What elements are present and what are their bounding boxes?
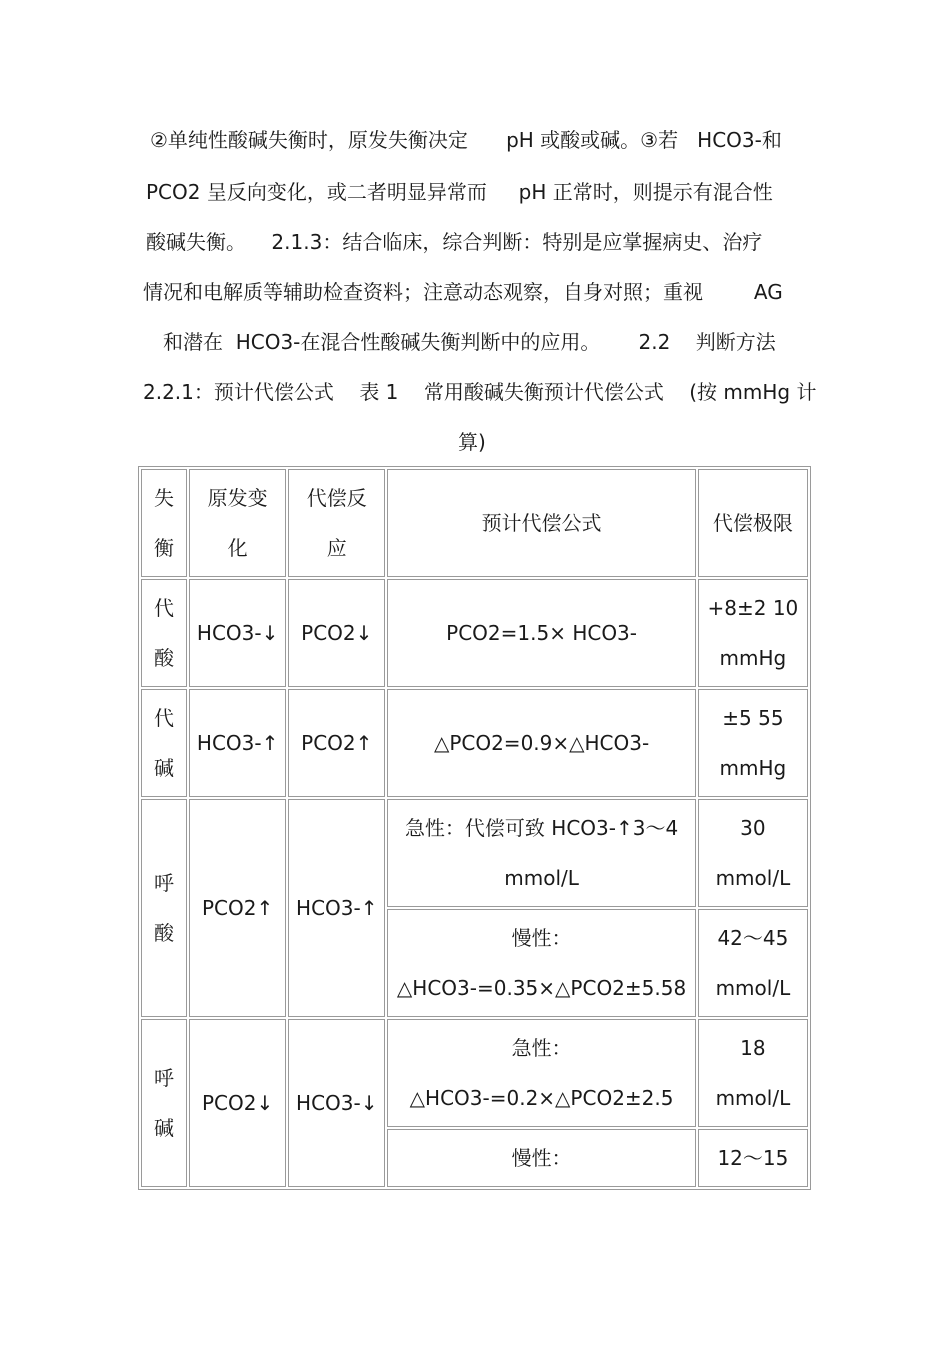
table-cell: PCO2↓: [288, 579, 385, 687]
cell-text: 代偿极限: [712, 511, 793, 535]
text-line: 和潜在 HCO3-在混合性酸碱失衡判断中的应用。 2.2 判断方法: [163, 330, 776, 354]
cell-text: 预计代偿公式: [481, 511, 602, 535]
table-cell: HCO3-↑: [189, 689, 286, 797]
cell-text: mmol/L: [504, 866, 579, 890]
table-cell: [387, 1129, 695, 1187]
cell-text: 42～45: [717, 926, 789, 950]
table-cell: PCO2↓: [189, 1019, 286, 1187]
table-cell: [387, 909, 695, 1017]
cell-text: 呼: [154, 1066, 175, 1090]
table-row: [141, 689, 808, 797]
cell-text: 代: [154, 596, 175, 620]
text-line: 情况和电解质等辅助检查资料；注意动态观察，自身对照；重视 AG: [143, 280, 783, 304]
table-cell: △PCO2=0.9×△HCO3-: [387, 689, 695, 797]
cell-text: 30: [740, 816, 766, 840]
text-line: 酸碱失衡。 2.1.3：结合临床，综合判断：特别是应掌握病史、治疗: [146, 230, 763, 254]
cell-text: 代: [154, 706, 175, 730]
header-cell: [141, 469, 187, 577]
text-line: PCO2 呈反向变化，或二者明显异常而 pH 正常时，则提示有混合性: [146, 180, 773, 204]
compensation-formula-table: [138, 466, 811, 1190]
cell-text: 失: [154, 486, 175, 510]
text-line: ②单纯性酸碱失衡时，原发失衡决定 pH 或酸或碱。③若 HCO3-和: [150, 128, 782, 152]
cell-text: 碱: [154, 1116, 175, 1140]
cell-text: mmHg: [719, 756, 787, 780]
cell-text: mmHg: [719, 646, 787, 670]
table-cell: [698, 1019, 808, 1127]
table-cell: [387, 1019, 695, 1127]
table-cell: [698, 799, 808, 907]
header-cell: [288, 469, 385, 577]
cell-text: 呼: [154, 871, 175, 895]
header-cell: [698, 469, 808, 577]
text-line: 算): [458, 430, 486, 454]
text-line: 2.2.1：预计代偿公式 表 1 常用酸碱失衡预计代偿公式 (按 mmHg 计: [143, 380, 817, 404]
cell-text: 急性：: [511, 1036, 572, 1060]
cell-text: 应: [326, 536, 347, 560]
cell-text: +8±2 10: [707, 596, 799, 620]
cell-text: mmol/L: [715, 976, 791, 1000]
cell-text: 慢性：: [511, 1146, 572, 1170]
table-cell: [141, 1019, 187, 1187]
table-cell: PCO2=1.5× HCO3-: [387, 579, 695, 687]
table-cell: [387, 799, 695, 907]
table-cell: [698, 579, 808, 687]
table-row: [141, 799, 808, 907]
table-row: [141, 1019, 808, 1127]
header-cell: [387, 469, 695, 577]
table-header-row: [141, 469, 808, 577]
table-row: [141, 579, 808, 687]
table-cell: [141, 799, 187, 1017]
table-cell: [141, 579, 187, 687]
cell-text: 原发变: [207, 486, 268, 510]
cell-text: 酸: [154, 646, 175, 670]
cell-text: mmol/L: [715, 866, 791, 890]
cell-text: 慢性：: [511, 926, 572, 950]
table-cell: [698, 909, 808, 1017]
table-cell: PCO2↑: [189, 799, 286, 1017]
table-cell: [698, 1129, 808, 1187]
cell-text: 代偿反: [306, 486, 367, 510]
table-cell: PCO2↑: [288, 689, 385, 797]
table-cell: HCO3-↓: [288, 1019, 385, 1187]
cell-text: 12～15: [717, 1146, 789, 1170]
cell-text: ±5 55: [722, 706, 784, 730]
cell-text: 急性：代偿可致 HCO3-↑3～4: [404, 816, 679, 840]
cell-text: 酸: [154, 921, 175, 945]
cell-text: 衡: [154, 536, 175, 560]
cell-text: mmol/L: [715, 1086, 791, 1110]
table-cell: [141, 689, 187, 797]
cell-text: △HCO3-=0.2×△PCO2±2.5: [409, 1086, 674, 1110]
cell-text: 碱: [154, 756, 175, 780]
cell-text: 化: [227, 536, 248, 560]
cell-text: 18: [740, 1036, 766, 1060]
header-cell: [189, 469, 286, 577]
table-cell: HCO3-↓: [189, 579, 286, 687]
table-cell: [698, 689, 808, 797]
cell-text: △HCO3-=0.35×△PCO2±5.58: [396, 976, 687, 1000]
table-cell: HCO3-↑: [288, 799, 385, 1017]
